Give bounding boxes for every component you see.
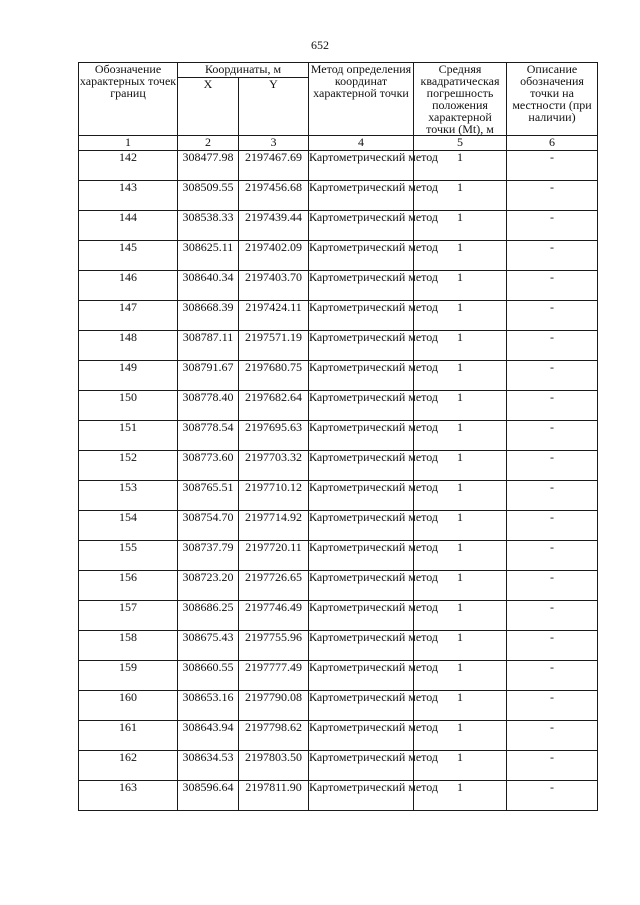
coordinate-x: 308596.64 <box>178 781 239 811</box>
coordinate-x: 308778.54 <box>178 421 239 451</box>
description-text: - <box>507 481 598 511</box>
method-text: Картометрический метод <box>309 691 414 721</box>
table-body <box>79 151 598 811</box>
table-row <box>79 631 598 661</box>
coordinate-y: 2197790.08 <box>239 691 309 721</box>
header-error: Средняя квадратическая погрешность положения характерной точки (Mt), м <box>414 63 507 136</box>
coordinate-y: 2197439.44 <box>239 211 309 241</box>
error-value: 1 <box>414 361 507 391</box>
description-text: - <box>507 241 598 271</box>
table-row <box>79 151 598 181</box>
coordinate-y: 2197703.32 <box>239 451 309 481</box>
method-text: Картометрический метод <box>309 631 414 661</box>
coordinate-y: 2197714.92 <box>239 511 309 541</box>
column-number: 6 <box>507 136 598 151</box>
table-row <box>79 421 598 451</box>
point-number: 148 <box>79 331 178 361</box>
error-value: 1 <box>414 421 507 451</box>
point-number: 161 <box>79 721 178 751</box>
description-text: - <box>507 451 598 481</box>
table-row <box>79 661 598 691</box>
header-y: Y <box>239 78 309 136</box>
table-row <box>79 511 598 541</box>
coordinate-x: 308660.55 <box>178 661 239 691</box>
coordinate-y: 2197798.62 <box>239 721 309 751</box>
coordinate-x: 308640.34 <box>178 271 239 301</box>
point-number: 159 <box>79 661 178 691</box>
description-text: - <box>507 781 598 811</box>
description-text: - <box>507 541 598 571</box>
table-row <box>79 751 598 781</box>
method-text: Картометрический метод <box>309 541 414 571</box>
error-value: 1 <box>414 151 507 181</box>
coordinate-y: 2197571.19 <box>239 331 309 361</box>
coordinate-y: 2197402.09 <box>239 241 309 271</box>
point-number: 155 <box>79 541 178 571</box>
coordinate-x: 308787.11 <box>178 331 239 361</box>
description-text: - <box>507 181 598 211</box>
method-text: Картометрический метод <box>309 781 414 811</box>
error-value: 1 <box>414 751 507 781</box>
coordinate-x: 308643.94 <box>178 721 239 751</box>
point-number: 143 <box>79 181 178 211</box>
table-row <box>79 721 598 751</box>
description-text: - <box>507 151 598 181</box>
error-value: 1 <box>414 541 507 571</box>
coordinate-x: 308653.16 <box>178 691 239 721</box>
point-number: 163 <box>79 781 178 811</box>
coordinate-y: 2197746.49 <box>239 601 309 631</box>
column-number: 5 <box>414 136 507 151</box>
point-number: 157 <box>79 601 178 631</box>
error-value: 1 <box>414 781 507 811</box>
point-number: 151 <box>79 421 178 451</box>
coordinate-y: 2197803.50 <box>239 751 309 781</box>
error-value: 1 <box>414 301 507 331</box>
coordinate-y: 2197777.49 <box>239 661 309 691</box>
table-row <box>79 571 598 601</box>
point-number: 153 <box>79 481 178 511</box>
description-text: - <box>507 211 598 241</box>
method-text: Картометрический метод <box>309 511 414 541</box>
point-number: 144 <box>79 211 178 241</box>
table-row <box>79 301 598 331</box>
coordinate-y: 2197682.64 <box>239 391 309 421</box>
coordinate-x: 308773.60 <box>178 451 239 481</box>
table-row <box>79 481 598 511</box>
header-description: Описание обозначения точки на местности (при наличии) <box>507 63 598 136</box>
coordinate-x: 308765.51 <box>178 481 239 511</box>
description-text: - <box>507 631 598 661</box>
error-value: 1 <box>414 181 507 211</box>
point-number: 156 <box>79 571 178 601</box>
page-number: 652 <box>311 38 329 52</box>
coordinate-y: 2197755.96 <box>239 631 309 661</box>
point-number: 147 <box>79 301 178 331</box>
method-text: Картометрический метод <box>309 721 414 751</box>
point-number: 149 <box>79 361 178 391</box>
error-value: 1 <box>414 601 507 631</box>
point-number: 154 <box>79 511 178 541</box>
method-text: Картометрический метод <box>309 361 414 391</box>
error-value: 1 <box>414 721 507 751</box>
method-text: Картометрический метод <box>309 271 414 301</box>
method-text: Картометрический метод <box>309 481 414 511</box>
column-number-row <box>79 136 598 151</box>
coordinate-y: 2197695.63 <box>239 421 309 451</box>
table-row <box>79 451 598 481</box>
table-row <box>79 391 598 421</box>
error-value: 1 <box>414 481 507 511</box>
error-value: 1 <box>414 211 507 241</box>
table-row <box>79 691 598 721</box>
coordinate-y: 2197403.70 <box>239 271 309 301</box>
coordinate-y: 2197811.90 <box>239 781 309 811</box>
point-number: 152 <box>79 451 178 481</box>
error-value: 1 <box>414 391 507 421</box>
method-text: Картометрический метод <box>309 241 414 271</box>
method-text: Картометрический метод <box>309 571 414 601</box>
coordinate-x: 308668.39 <box>178 301 239 331</box>
description-text: - <box>507 691 598 721</box>
header-method: Метод определения координат характерной точки <box>309 63 414 136</box>
method-text: Картометрический метод <box>309 601 414 631</box>
method-text: Картометрический метод <box>309 331 414 361</box>
error-value: 1 <box>414 661 507 691</box>
error-value: 1 <box>414 331 507 361</box>
coordinate-y: 2197467.69 <box>239 151 309 181</box>
error-value: 1 <box>414 631 507 661</box>
coordinate-x: 308675.43 <box>178 631 239 661</box>
coordinate-x: 308625.11 <box>178 241 239 271</box>
column-number: 1 <box>79 136 178 151</box>
coordinate-y: 2197720.11 <box>239 541 309 571</box>
table-row <box>79 331 598 361</box>
description-text: - <box>507 661 598 691</box>
header-x: X <box>178 78 239 136</box>
table-row <box>79 271 598 301</box>
description-text: - <box>507 601 598 631</box>
point-number: 145 <box>79 241 178 271</box>
coordinate-x: 308754.70 <box>178 511 239 541</box>
header-coordinates: Координаты, м <box>178 63 309 78</box>
coordinates-table <box>78 62 598 811</box>
coordinate-y: 2197424.11 <box>239 301 309 331</box>
method-text: Картометрический метод <box>309 751 414 781</box>
method-text: Картометрический метод <box>309 661 414 691</box>
error-value: 1 <box>414 241 507 271</box>
method-text: Картометрический метод <box>309 211 414 241</box>
point-number: 146 <box>79 271 178 301</box>
description-text: - <box>507 721 598 751</box>
column-number: 3 <box>239 136 309 151</box>
table-row <box>79 601 598 631</box>
point-number: 162 <box>79 751 178 781</box>
description-text: - <box>507 391 598 421</box>
coordinate-y: 2197726.65 <box>239 571 309 601</box>
table-row <box>79 211 598 241</box>
description-text: - <box>507 271 598 301</box>
coordinate-x: 308686.25 <box>178 601 239 631</box>
coordinate-y: 2197710.12 <box>239 481 309 511</box>
column-number: 4 <box>309 136 414 151</box>
table-row <box>79 241 598 271</box>
coordinate-y: 2197456.68 <box>239 181 309 211</box>
description-text: - <box>507 751 598 781</box>
coordinate-x: 308477.98 <box>178 151 239 181</box>
coordinate-x: 308634.53 <box>178 751 239 781</box>
table-row <box>79 541 598 571</box>
coordinate-x: 308778.40 <box>178 391 239 421</box>
table-row <box>79 181 598 211</box>
point-number: 150 <box>79 391 178 421</box>
method-text: Картометрический метод <box>309 181 414 211</box>
header-point: Обозначение характерных точек границ <box>79 63 178 136</box>
description-text: - <box>507 301 598 331</box>
table-header-row <box>79 63 598 78</box>
coordinate-y: 2197680.75 <box>239 361 309 391</box>
description-text: - <box>507 511 598 541</box>
coordinate-x: 308723.20 <box>178 571 239 601</box>
error-value: 1 <box>414 451 507 481</box>
description-text: - <box>507 571 598 601</box>
description-text: - <box>507 361 598 391</box>
point-number: 142 <box>79 151 178 181</box>
error-value: 1 <box>414 271 507 301</box>
method-text: Картометрический метод <box>309 421 414 451</box>
method-text: Картометрический метод <box>309 301 414 331</box>
table-row <box>79 361 598 391</box>
column-number: 2 <box>178 136 239 151</box>
description-text: - <box>507 421 598 451</box>
method-text: Картометрический метод <box>309 451 414 481</box>
coordinate-x: 308509.55 <box>178 181 239 211</box>
coordinate-x: 308791.67 <box>178 361 239 391</box>
table-row <box>79 781 598 811</box>
error-value: 1 <box>414 691 507 721</box>
error-value: 1 <box>414 571 507 601</box>
method-text: Картометрический метод <box>309 391 414 421</box>
method-text: Картометрический метод <box>309 151 414 181</box>
description-text: - <box>507 331 598 361</box>
coordinate-x: 308737.79 <box>178 541 239 571</box>
point-number: 158 <box>79 631 178 661</box>
coordinate-x: 308538.33 <box>178 211 239 241</box>
error-value: 1 <box>414 511 507 541</box>
point-number: 160 <box>79 691 178 721</box>
